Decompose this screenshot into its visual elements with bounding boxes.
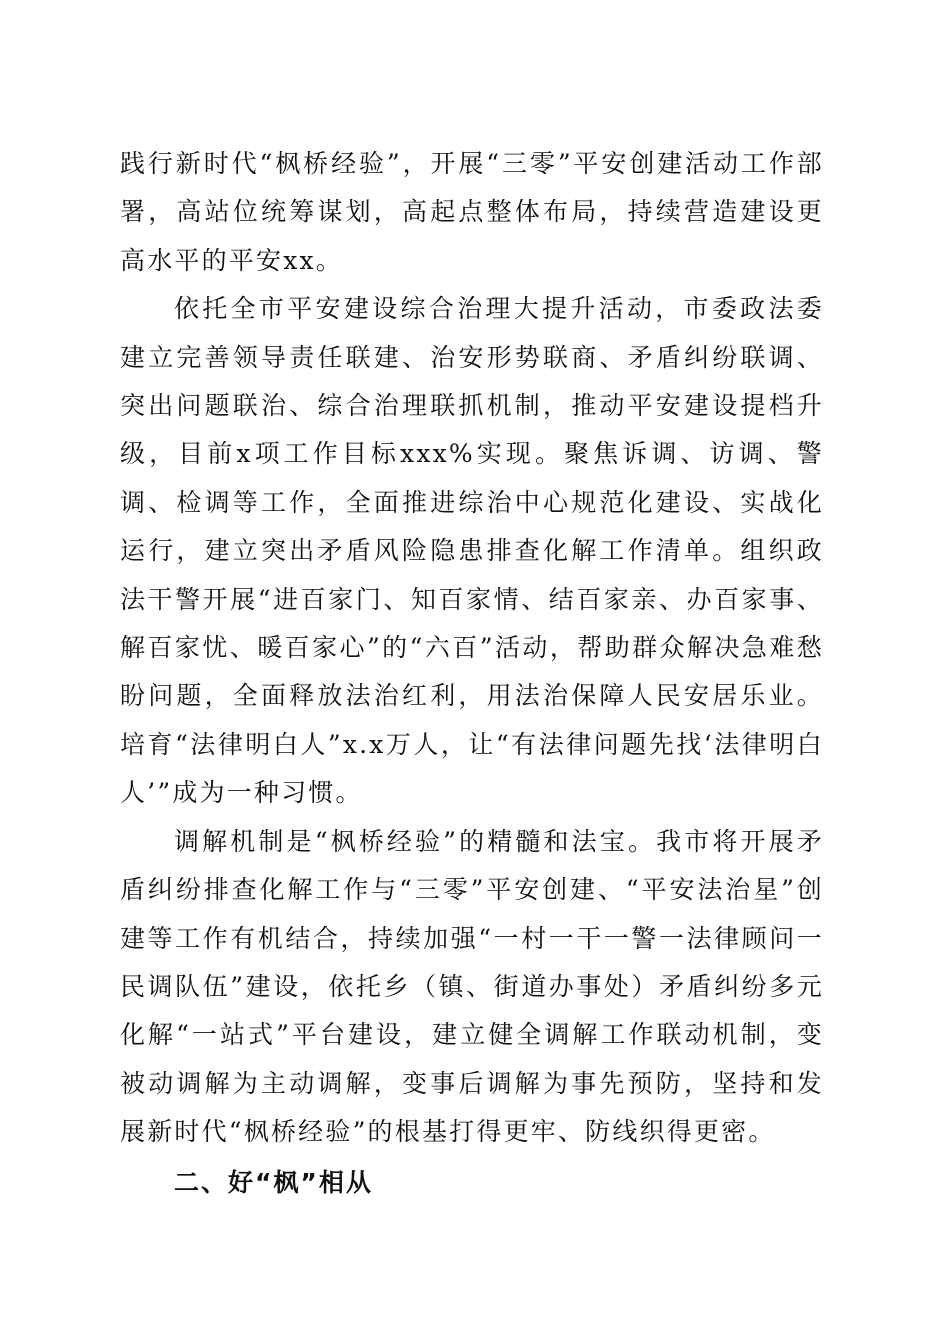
- paragraph-3: 调解机制是“枫桥经验”的精髓和法宝。我市将开展矛盾纠纷排查化解工作与“三零”平安创建、“平安法治星”创建等工作有机结合，持续加强“一村一干一警一法律顾问一民调队伍”建设，依托乡（镇、街道办事处）矛盾纠纷多元化解“一站式”平台建设，建立健全调解工作联动机制，变被动调解为主动调解，变事后调解为事先预防，坚持和发展新时代“枫桥经验”的根基打得更牢、防线织得更密。: [120, 826, 824, 1147]
- document-page: [120, 140, 824, 1207]
- paragraph-1: 践行新时代“枫桥经验”，开展“三零”平安创建活动工作部署，高站位统筹谋划，高起点整体布局，持续营造建设更高水平的平安xx。: [120, 149, 824, 275]
- section-heading: 二、好“枫”相从: [174, 1167, 373, 1197]
- paragraph-2: 依托全市平安建设综合治理大提升活动，市委政法委建立完善领导责任联建、治安形势联商、矛盾纠纷联调、突出问题联治、综合治理联抓机制，推动平安建设提档升级，目前x项工作目标xxx%实现。聚焦诉调、访调、警调、检调等工作，全面推进综治中心规范化建设、实战化运行，建立突出矛盾风险隐患排查化解工作清单。组织政法干警开展“进百家门、知百家情、结百家亲、办百家事、解百家忧、暖百家心”的“六百”活动，帮助群众解决急难愁盼问题，全面释放法治红利，用法治保障人民安居乐业。培育“法律明白人”x.x万人，让“有法律问题先找‘法律明白人’”成为一种习惯。: [120, 294, 824, 808]
